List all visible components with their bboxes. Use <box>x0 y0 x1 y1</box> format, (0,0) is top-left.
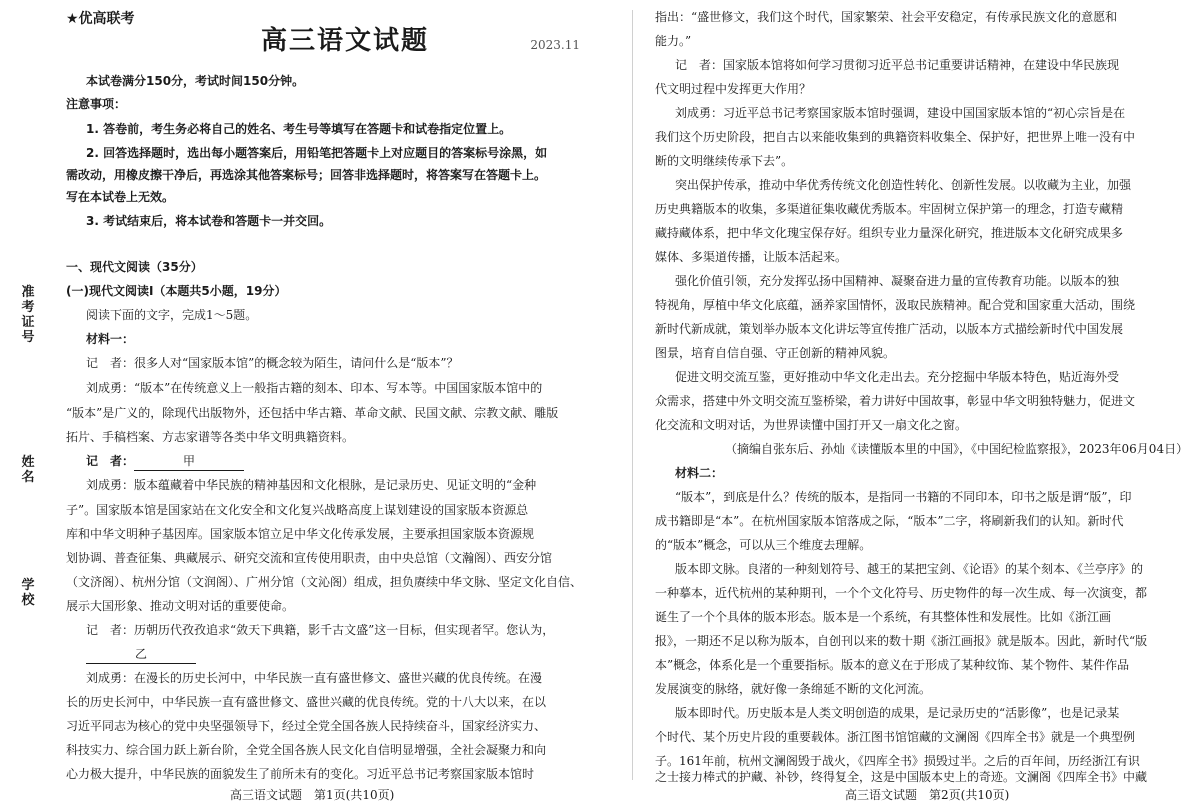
exam-date: 2023.11 <box>530 38 580 52</box>
page-footer: 高三语文试题 第2页(共10页) <box>845 788 1010 802</box>
text-line: 代文明过程中发挥更大作用？ <box>655 82 812 96</box>
notice-line: 2. 回答选择题时，选出每小题答案后，用铅笔把答题卡上对应题目的答案标号涂黑，如 <box>86 146 548 160</box>
page-divider <box>632 10 633 780</box>
text-line: 诞生了一个个具体的版本形态。版本是一个系统，有其整体性和发展性。比如《浙江画 <box>655 610 1112 624</box>
side-label-school: 学校 <box>21 578 35 608</box>
text-line: 化交流和文明对话，为世界读懂中国打开又一扇文化之窗。 <box>655 418 968 432</box>
text-line: “版本”，到底是什么？传统的版本，是指同一书籍的不同印本，印书之版是谓“版”，印 <box>675 490 1132 504</box>
material-heading: 材料二： <box>675 466 724 480</box>
text-line: 成书籍即是“本”。在杭州国家版本馆落成之际，“版本”二字，将刷新我们的认知。新时代 <box>655 514 1124 528</box>
text-line: 子”。国家版本馆是国家站在文化安全和文化复兴战略高度上谋划建设的国家版本资源总 <box>66 503 529 517</box>
blank-line <box>86 645 196 664</box>
text-line: 版本即文脉。良渚的一种刻划符号、越王的某把宝剑、《论语》的某个刻本、《兰亭序》的 <box>675 562 1144 576</box>
text-line: 报》，一期还不足以称为版本，自创刊以来的数十期《浙江画报》就是版本。因此，新时代“版 <box>655 634 1148 648</box>
text-line: 历史典籍版本的收集，多渠道征集收藏优秀版本。牢固树立保护第一的理念，打造专藏精 <box>655 202 1124 216</box>
text-line: 刘成勇：习近平总书记考察国家版本馆时强调，建设中国国家版本馆的“初心宗旨是在 <box>675 106 1126 120</box>
subsection-heading: (一)现代文阅读Ⅰ（本题共5小题，19分） <box>66 284 287 298</box>
text-line: 本”概念，体系化是一个重要指标。版本的意义在于形成了某种纹饰、某个物件、某件作品 <box>655 658 1130 672</box>
text-line: 子。161年前，杭州文澜阁毁于战火，《四库全书》损毁过半。之后的百年间，历经浙江有识 <box>655 754 1140 768</box>
text-line: 记 者：历朝历代孜孜追求“敛天下典籍，影千古文盛”这一目标，但实现者罕。您认为， <box>86 623 555 637</box>
text-line: 科技实力、综合国力跃上新台阶，全党全国各族人民文化自信明显增强，全社会凝聚力和向 <box>66 743 547 757</box>
side-label-exam-number: 准考证号 <box>21 285 35 345</box>
text-line: 记 者：国家版本馆将如何学习贯彻习近平总书记重要讲话精神，在建设中华民族现 <box>675 58 1120 72</box>
text-line: 众需求，搭建中外文明交流互鉴桥梁，着力讲好中国故事，彰显中华文明独特魅力，促进文 <box>655 394 1136 408</box>
binding-margin <box>0 0 60 809</box>
text-line: 突出保护传承，推动中华优秀传统文化创造性转化、创新性发展。以收藏为主业，加强 <box>675 178 1132 192</box>
text-line: 展示大国形象、推动文明对话的重要使命。 <box>66 599 295 613</box>
text-line: 图景，培育自信自强、守正创新的精神风貌。 <box>655 346 896 360</box>
page-1 <box>60 0 630 809</box>
reporter-question-blank <box>86 452 244 471</box>
source-citation: （摘编自张东后、孙灿《读懂版本里的中国》，《中国纪检监察报》，2023年06月04日） <box>725 442 1189 456</box>
page-title: 高三语文试题 <box>260 26 429 56</box>
notice-line: 写在本试卷上无效。 <box>66 190 175 204</box>
section-heading: 一、现代文阅读（35分） <box>66 260 203 274</box>
text-line: 划协调、普查征集、典藏展示、研究交流和宣传使用职责，由中央总馆（文瀚阁）、西安分馆 <box>66 551 553 565</box>
text-line: 记 者：很多人对“国家版本馆”的概念较为陌生，请问什么是“版本”？ <box>86 356 459 370</box>
notice-heading: 注意事项： <box>66 97 127 111</box>
text-line: 发展演变的脉络，就好像一条绵延不断的文化河流。 <box>655 682 932 696</box>
text-line: 长的历史长河中，中华民族一直有盛世修文、盛世兴藏的优良传统。党的十八大以来，在以 <box>66 695 547 709</box>
side-label-name: 姓名 <box>21 455 35 485</box>
text-line: 版本即时代。历史版本是人类文明创造的成果，是记录历史的“活影像”，也是记录某 <box>675 706 1120 720</box>
text-line: 心力极大提升，中华民族的面貌发生了前所未有的变化。习近平总书记考察国家版本馆时 <box>66 767 535 781</box>
text-line: 藏持藏体系，把中华文化瑰宝保存好。组织专业力量深化研究，推进版本文化研究成果多 <box>655 226 1124 240</box>
text-line: 一种摹本，近代杭州的某种期刊，一个个文化符号、历史物件的每一次生成、每一次演变，都 <box>655 586 1148 600</box>
notice-line: 3. 考试结束后，将本试卷和答题卡一并交回。 <box>86 214 332 228</box>
instruction: 阅读下面的文字，完成1～5题。 <box>86 308 258 322</box>
page-footer: 高三语文试题 第1页(共10页) <box>230 788 395 802</box>
exam-info: 本试卷满分150分，考试时间150分钟。 <box>86 74 305 88</box>
text-line: 我们这个历史阶段，把自古以来能收集到的典籍资料收集全、保护好，把世界上唯一没有中 <box>655 130 1136 144</box>
text-line: 媒体、多渠道传播，让版本活起来。 <box>655 250 848 264</box>
text-line: （文济阁）、杭州分馆（文润阁）、广州分馆（文沁阁）组成，担负赓续中华文脉、坚定文化自信、 <box>66 575 583 589</box>
text-line: “版本”是广义的，除现代出版物外，还包括中华古籍、革命文献、民国文献、宗教文献、雕版 <box>66 406 559 420</box>
blank-a: 甲 <box>134 452 244 471</box>
notice-line: 需改动，用橡皮擦干净后，再选涂其他答案标号；回答非选择题时，将答案写在答题卡上。 <box>66 168 547 182</box>
text-line: 之士接力棒式的护藏、补钞，终得复全，这是中国版本史上的奇迹。文澜阁《四库全书》中藏 <box>655 770 1148 784</box>
brand-label: ★优高联考 <box>66 11 135 27</box>
text-line: 刘成勇：“版本”在传统意义上一般指古籍的刻本、印本、写本等。中国国家版本馆中的 <box>86 381 543 395</box>
text-line: 刘成勇：在漫长的历史长河中，中华民族一直有盛世修文、盛世兴藏的优良传统。在漫 <box>86 671 543 685</box>
reporter-label: 记 者： <box>86 454 135 468</box>
text-line: 拓片、手稿档案、方志家谱等各类中华文明典籍资料。 <box>66 430 355 444</box>
text-line: 刘成勇：版本蕴藏着中华民族的精神基因和文化根脉，是记录历史、见证文明的“金种 <box>86 478 537 492</box>
text-line: 习近平同志为核心的党中央坚强领导下，经过全党全国各族人民持续奋斗，国家经济实力、 <box>66 719 547 733</box>
text-line: 指出：“盛世修文，我们这个时代，国家繁荣、社会平安稳定，有传承民族文化的意愿和 <box>655 10 1118 24</box>
text-line: 断的文明继续传承下去”。 <box>655 154 794 168</box>
text-line: 新时代新成就，策划举办版本文化讲坛等宣传推广活动，以版本方式描绘新时代中国发展 <box>655 322 1124 336</box>
text-line: 特视角，厚植中华文化底蕴，涵养家国情怀，汲取民族精神。配合党和国家重大活动，围绕 <box>655 298 1136 312</box>
text-line: 个时代、某个历史片段的重要载体。浙江图书馆馆藏的文澜阁《四库全书》就是一个典型例 <box>655 730 1136 744</box>
text-line: 强化价值引领，充分发挥弘扬中国精神、凝聚奋进力量的宣传教育功能。以版本的独 <box>675 274 1120 288</box>
page-2 <box>655 0 1200 809</box>
material-heading: 材料一： <box>86 332 135 346</box>
text-line: 能力。” <box>655 34 692 48</box>
text-line: 的“版本”概念，可以从三个维度去理解。 <box>655 538 872 552</box>
notice-line: 1. 答卷前，考生务必将自己的姓名、考生号等填写在答题卡和试卷指定位置上。 <box>86 122 512 136</box>
blank-b: 乙 <box>86 645 196 664</box>
text-line: 促进文明交流互鉴，更好推动中华文化走出去。充分挖掘中华版本特色，贴近海外受 <box>675 370 1120 384</box>
text-line: 库和中华文明种子基因库。国家版本馆立足中华文化传承发展，主要承担国家版本资源规 <box>66 527 535 541</box>
